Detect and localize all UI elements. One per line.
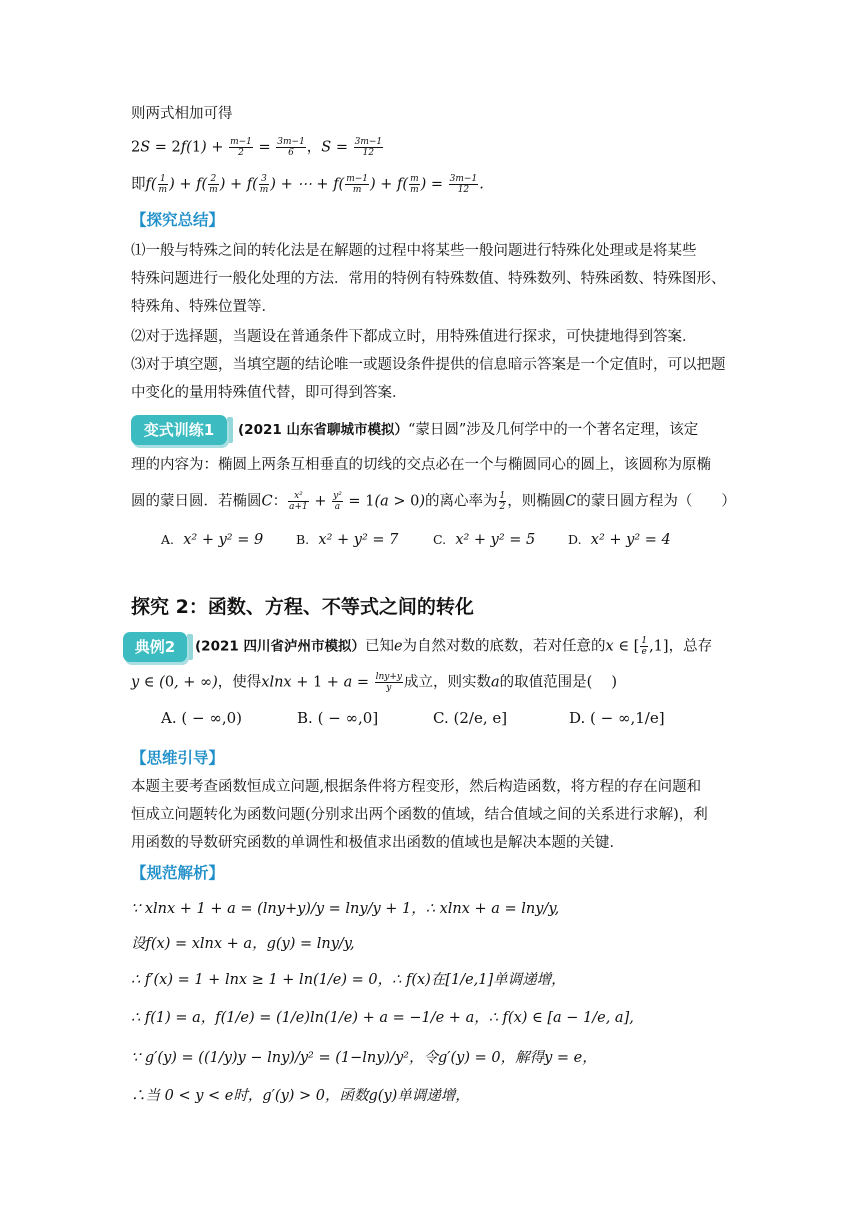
summary-p2: ⑵对于选择题，当题设在普通条件下都成立时，用特殊值进行探求，可快捷地得到答案．	[131, 329, 697, 345]
practice-choice-d[interactable]: D. x² + y² = 4	[568, 532, 671, 548]
practice-line-1	[238, 420, 698, 440]
summary-p3-line1: ⑶对于填空题，当填空题的结论唯一或题设条件提供的信息暗示答案是一个定值时，可以把题	[131, 357, 726, 373]
solution-line-1: ∵ xlnx + 1 + a = (lny+y)/y = lny/y + 1，∴ xlnx + a = lny/y,	[131, 901, 560, 917]
example-badge: 典例2	[123, 632, 187, 662]
thinking-line-1: 本题主要考查函数恒成立问题,根据条件将方程变形，然后构造函数，将方程的存在问题和	[131, 779, 702, 795]
practice-choice-a[interactable]: A. x² + y² = 9	[161, 532, 264, 548]
example-choice-d[interactable]: D. ( − ∞,1/e]	[569, 709, 665, 727]
frac-3m-1-over-12: $\frac{3m-1}{12}$	[354, 137, 383, 158]
thinking-line-2: 恒成立问题转化为函数问题(分别求出两个函数的值域，结合值域之间的关系进行求解)，利	[131, 807, 708, 823]
solution-line-4: ∴ f(1) = a，f(1/e) = (1/e)ln(1/e) + a = −1/e + a，∴ f(x) ∈ [a − 1/e, a],	[131, 1010, 634, 1026]
intro-line-1: 则两式相加可得	[131, 106, 233, 122]
practice-source: (2021 山东省聊城市模拟）	[238, 422, 408, 438]
summary-p1-line2: 特殊问题进行一般化处理的方法．常用的特例有特殊数值、特殊数列、特殊函数、特殊图形、	[131, 271, 726, 287]
solution-line-6: ∴当 0 < y < e时，g′(y) > 0，函数g(y)单调递增，	[131, 1088, 470, 1104]
intro-line-3: 即f( $\frac{1}{m}$ ) + f( $\frac{2}{m}$ ) + f( $\frac{3}{m}$ ) + ⋯ + f( $\frac{m-1}{m}$ ) + f( $\frac{m}{m}$ ) = $\frac{3m-1}{12}$ .	[131, 174, 484, 195]
badge-tail-decoration	[227, 417, 233, 443]
example-choice-c[interactable]: C. (2/e, e]	[433, 709, 508, 727]
practice-line-2: 理的内容为：椭圆上两条互相垂直的切线的交点必在一个与椭圆同心的圆上，该圆称为原椭	[131, 457, 711, 473]
example-source: (2021 四川省泸州市模拟）	[195, 638, 365, 655]
practice-badge: 变式训练1	[131, 415, 227, 445]
frac-3m-1-over-6: $\frac{3m-1}{6}$	[277, 137, 305, 158]
example-choice-a[interactable]: A. ( − ∞,0)	[161, 709, 243, 727]
summary-p1-line3: 特殊角、特殊位置等．	[131, 299, 276, 315]
intro-line-2: 2S = 2f(1) + $\frac{m-1}{2}$ = $\frac{3m-1}{6}$ ，S = $\frac{3m-1}{12}$	[131, 137, 383, 158]
solution-heading: 【规范解析】	[131, 864, 225, 882]
summary-p1-line1: ⑴一般与特殊之间的转化法是在解题的过程中将某些一般问题进行特殊化处理或是将某些	[131, 243, 697, 259]
solution-line-2: 设f(x) = xlnx + a，g(y) = lny/y,	[131, 936, 355, 952]
example-badge-tail	[187, 634, 193, 660]
example-line-2: y ∈ (0, + ∞)，使得xlnx + 1 + a = $\frac{\ln y+y}{y}$ 成立，则实数a的取值范围是( )	[131, 672, 618, 693]
practice-choice-b[interactable]: B. x² + y² = 7	[296, 532, 399, 548]
thinking-line-3: 用函数的导数研究函数的单调性和极值求出函数的值域也是解决本题的关键．	[131, 835, 624, 851]
section2-title: 探究 2：函数、方程、不等式之间的转化	[131, 596, 474, 618]
summary-p3-line2: 中变化的量用特殊值代替，即可得到答案．	[131, 385, 407, 401]
frac-m-1-over-2: $\frac{m-1}{2}$	[230, 137, 252, 158]
example-line-1: (2021 四川省泸州市模拟）已知e为自然对数的底数，若对任意的x ∈ [ $\frac{1}{e}$ ,1]，总存	[195, 636, 713, 657]
practice-choice-c[interactable]: C. x² + y² = 5	[433, 532, 536, 548]
summary-heading: 【探究总结】	[131, 211, 225, 229]
practice-text-1: “蒙日圆”涉及几何学中的一个著名定理，该定	[407, 422, 699, 438]
solution-line-5: ∵ g′(y) = ((1/y)y − lny)/y² = (1−lny)/y²，令g′(y) = 0，解得y = e，	[131, 1050, 597, 1066]
solution-line-3: ∴ f′(x) = 1 + lnx ≥ 1 + ln(1/e) = 0，∴ f(x)在[1/e,1]单调递增，	[131, 972, 566, 988]
example-choice-b[interactable]: B. ( − ∞,0]	[297, 709, 379, 727]
thinking-heading: 【思维引导】	[131, 749, 225, 767]
practice-line-3: 圆的蒙日圆．若椭圆C： $\frac{\text{x²}}{a+1}$ + $\frac{\text{y²}}{a}$ = 1(a > 0)的离心率为 $\frac{1}{2}$ ，则椭圆C的蒙日圆方程为（ ）	[131, 491, 736, 512]
